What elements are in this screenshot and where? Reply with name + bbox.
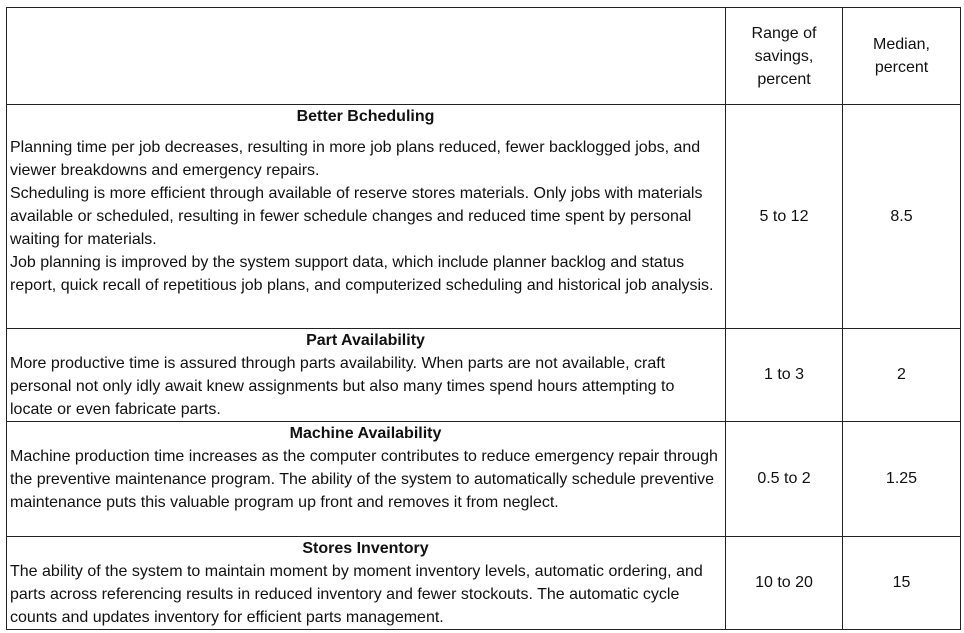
header-median-line1: Median, <box>873 36 930 53</box>
median-value: 8.5 <box>843 105 961 329</box>
header-range <box>726 8 843 105</box>
header-range-line3: percent <box>757 70 811 88</box>
header-range-line1: Range of <box>751 24 817 42</box>
range-value: 10 to 20 <box>726 537 843 630</box>
table-row <box>7 422 961 537</box>
paragraph: More productive time is assured through parts availability. When parts are not available, craft personal not only idly await knew assignments but also many times spend hours attempting to locate or even fabricate parts. <box>10 355 675 418</box>
paragraph: The ability of the system to maintain moment by moment inventory levels, automatic ordering, and parts across referencing results in reduced inventory and fewer stockouts. The automatic cycle counts and updates inventory for efficient parts management. <box>10 563 703 626</box>
header-range-line2: savings, <box>754 47 814 65</box>
table-row <box>7 329 961 422</box>
header-median-line2: percent <box>874 59 929 76</box>
range-value: 1 to 3 <box>726 329 843 422</box>
median-value: 2 <box>843 329 961 422</box>
section-title: Better Bcheduling <box>296 108 435 125</box>
paragraph: Planning time per job decreases, resulting in more job plans reduced, fewer backlogged jobs, and viewer breakdowns and emergency repairs. <box>10 139 701 179</box>
savings-table <box>6 7 961 630</box>
median-value: 15 <box>843 537 961 630</box>
header-empty-cell <box>7 8 726 105</box>
description-cell <box>7 105 726 329</box>
paragraph: Job planning is improved by the system support data, which include planner backlog and status report, quick recall of repetitious job plans, and computerized scheduling and historical job analysis. <box>10 254 714 294</box>
section-title: Stores Inventory <box>302 540 429 557</box>
description-cell <box>7 329 726 422</box>
section-title: Machine Availability <box>289 425 442 442</box>
median-value: 1.25 <box>843 422 961 537</box>
description-cell <box>7 422 726 537</box>
description-cell <box>7 537 726 630</box>
section-title: Part Availability <box>306 332 425 349</box>
table-row <box>7 537 961 630</box>
header-median <box>843 8 961 105</box>
range-value: 5 to 12 <box>726 105 843 329</box>
paragraph: Scheduling is more efficient through available of reserve stores materials. Only jobs with materials available or scheduled, resulting in fewer schedule changes and reduced time spent by personal waiting for materials. <box>10 185 703 248</box>
range-value: 0.5 to 2 <box>726 422 843 537</box>
table-row <box>7 105 961 329</box>
header-row <box>7 8 961 105</box>
paragraph: Machine production time increases as the computer contributes to reduce emergency repair through the preventive maintenance program. The ability of the system to automatically schedule preventive maintenance puts this valuable program up front and removes it from neglect. <box>10 448 718 511</box>
